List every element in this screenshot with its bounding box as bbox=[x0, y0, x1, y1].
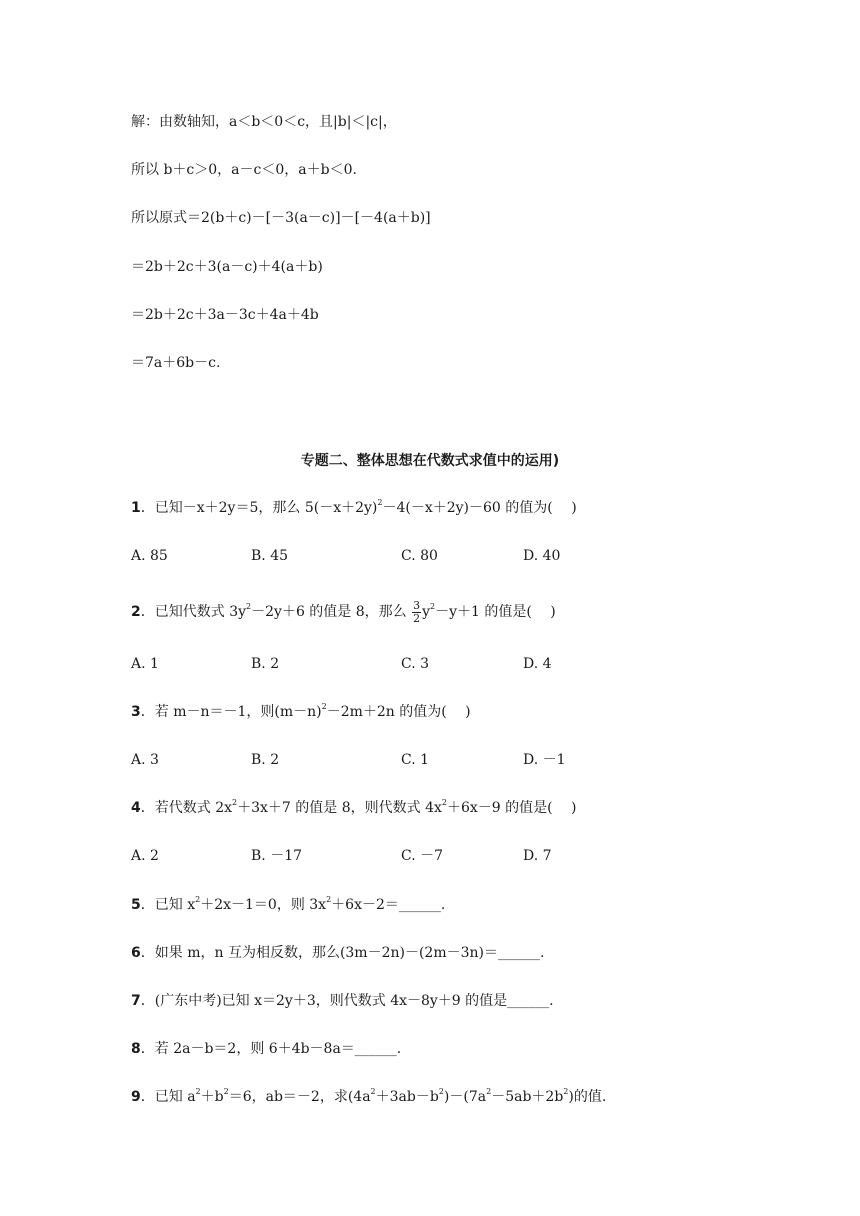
question-number: 3 bbox=[131, 704, 141, 720]
option-a: A. 2 bbox=[131, 848, 159, 864]
question-9: 9．已知 $a^2+b^2=6$，ab＝－2，求$(4a^2+3ab-b^2)-(7a^2-5ab+2b^2)$的值. bbox=[131, 1087, 607, 1105]
question-number: 5 bbox=[131, 897, 141, 913]
question-number: 1 bbox=[131, 500, 141, 516]
question-1: 1．已知－x＋2y＝5，那么 $5(-x+2y)^2-4(-x+2y)-60$ 的值为( ) bbox=[131, 498, 577, 516]
option-c: C. 80 bbox=[401, 548, 438, 564]
solution-line-4: ＝2b＋2c＋3(a－c)＋4(a＋b) bbox=[131, 259, 323, 275]
option-d: D. 7 bbox=[523, 848, 552, 864]
question-3: 3．若 m－n＝－1，则$(m-n)^2-2m+2n$ 的值为( ) bbox=[131, 702, 471, 720]
solution-line-6: ＝7a＋6b－c. bbox=[131, 355, 221, 371]
solution-line-5: ＝2b＋2c＋3a－3c＋4a＋4b bbox=[131, 307, 319, 323]
option-a: A. 1 bbox=[131, 656, 159, 672]
question-7: 7．(广东中考)已知 x＝2y＋3，则代数式 4x－8y＋9 的值是______. bbox=[131, 993, 554, 1009]
solution-line-2: 所以 b＋c＞0，a－c＜0，a＋b＜0. bbox=[131, 162, 357, 178]
solution-line-1: 解：由数轴知，a＜b＜0＜c，且|b|＜|c|， bbox=[131, 114, 397, 130]
option-a: A. 85 bbox=[131, 548, 168, 564]
option-d: D. －1 bbox=[523, 752, 566, 768]
question-number: 9 bbox=[131, 1089, 141, 1105]
question-number: 7 bbox=[131, 993, 141, 1009]
question-number: 2 bbox=[131, 604, 141, 620]
question-number: 8 bbox=[131, 1041, 141, 1057]
option-c: C. 1 bbox=[401, 752, 430, 768]
option-b: B. －17 bbox=[251, 848, 303, 864]
question-5: 5．已知 $x^2+2x-1=0$，则 $3x^2+6x-2=\_\_\_\_\_\_$. bbox=[131, 895, 446, 913]
question-number: 6 bbox=[131, 945, 141, 961]
option-c: C. 3 bbox=[401, 656, 430, 672]
option-b: B. 45 bbox=[251, 548, 289, 564]
option-b: B. 2 bbox=[251, 656, 280, 672]
question-2: 2．已知代数式 $3y^2-2y+6$ 的值是 8，那么 $\frac{3}{2}$ $y^2-y+1$ 的值是( ) bbox=[131, 598, 556, 625]
question-4: 4．若代数式 $2x^2+3x+7$ 的值是 8，则代数式 $4x^2+6x-9$ 的值是( ) bbox=[131, 798, 577, 816]
fraction: $\frac{3}{2}$ bbox=[413, 598, 421, 625]
section-title: 专题二、整体思想在代数式求值中的运用) bbox=[300, 453, 560, 469]
option-b: B. 2 bbox=[251, 752, 280, 768]
option-d: D. 40 bbox=[523, 548, 561, 564]
solution-line-3: 所以原式＝2(b＋c)－[－3(a－c)]－[－4(a＋b)] bbox=[131, 210, 431, 226]
question-number: 4 bbox=[131, 800, 141, 816]
option-a: A. 3 bbox=[131, 752, 159, 768]
option-d: D. 4 bbox=[523, 656, 552, 672]
option-c: C. －7 bbox=[401, 848, 444, 864]
question-8: 8．若 2a－b＝2，则 6＋4b－8a＝______. bbox=[131, 1041, 402, 1057]
question-6: 6．如果 m，n 互为相反数，那么(3m－2n)－(2m－3n)＝______. bbox=[131, 945, 545, 961]
